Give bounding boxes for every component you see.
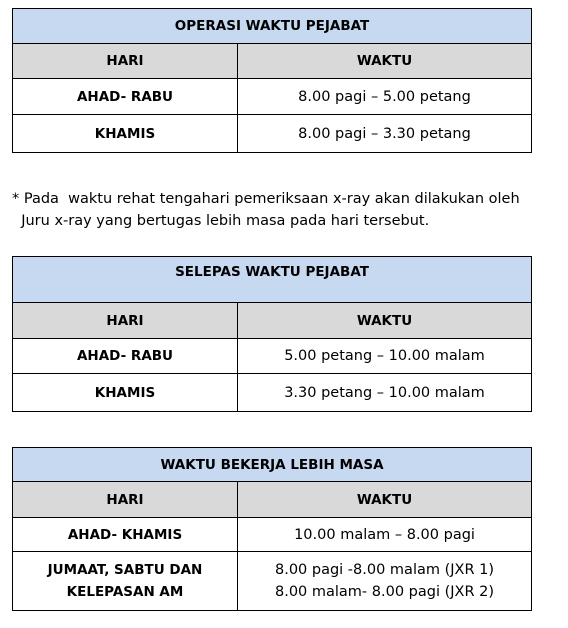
day-line: JUMAAT, SABTU DAN [47, 562, 203, 578]
day-cell: AHAD- KHAMIS [13, 518, 238, 552]
column-header-time: WAKTU [238, 44, 532, 79]
time-cell [238, 552, 532, 611]
table-row [13, 115, 532, 153]
table-row [13, 552, 532, 611]
day-cell: AHAD- RABU [13, 79, 238, 115]
table-row [13, 518, 532, 552]
time-cell: 5.00 petang – 10.00 malam [238, 339, 532, 374]
after-hours-table [12, 256, 532, 412]
column-header-day: HARI [13, 44, 238, 79]
column-header-time: WAKTU [238, 303, 532, 339]
day-cell: KHAMIS [13, 115, 238, 153]
time-cell: 10.00 malam – 8.00 pagi [238, 518, 532, 552]
time-cell: 3.30 petang – 10.00 malam [238, 374, 532, 412]
time-cell: 8.00 pagi – 3.30 petang [238, 115, 532, 153]
column-header-day: HARI [13, 303, 238, 339]
day-cell: AHAD- RABU [13, 339, 238, 374]
note-line: * Pada waktu rehat tengahari pemeriksaan x-ray akan dilakukan oleh [12, 191, 520, 207]
time-cell: 8.00 pagi – 5.00 petang [238, 79, 532, 115]
overtime-table [12, 447, 532, 611]
table-row [13, 374, 532, 412]
day-cell [13, 552, 238, 611]
table-title: WAKTU BEKERJA LEBIH MASA [13, 448, 532, 482]
column-header-day: HARI [13, 482, 238, 518]
note-text [12, 188, 562, 232]
table-title: OPERASI WAKTU PEJABAT [13, 9, 532, 44]
column-header-time: WAKTU [238, 482, 532, 518]
table-title: SELEPAS WAKTU PEJABAT [13, 257, 532, 303]
table-row [13, 79, 532, 115]
time-line: 8.00 malam- 8.00 pagi (JXR 2) [274, 584, 495, 600]
day-cell: KHAMIS [13, 374, 238, 412]
note-line: Juru x-ray yang bertugas lebih masa pada hari tersebut. [12, 213, 430, 229]
day-line: KELEPASAN AM [66, 584, 184, 600]
table-row [13, 339, 532, 374]
time-line: 8.00 pagi -8.00 malam (JXR 1) [274, 562, 495, 578]
office-hours-table [12, 8, 532, 153]
